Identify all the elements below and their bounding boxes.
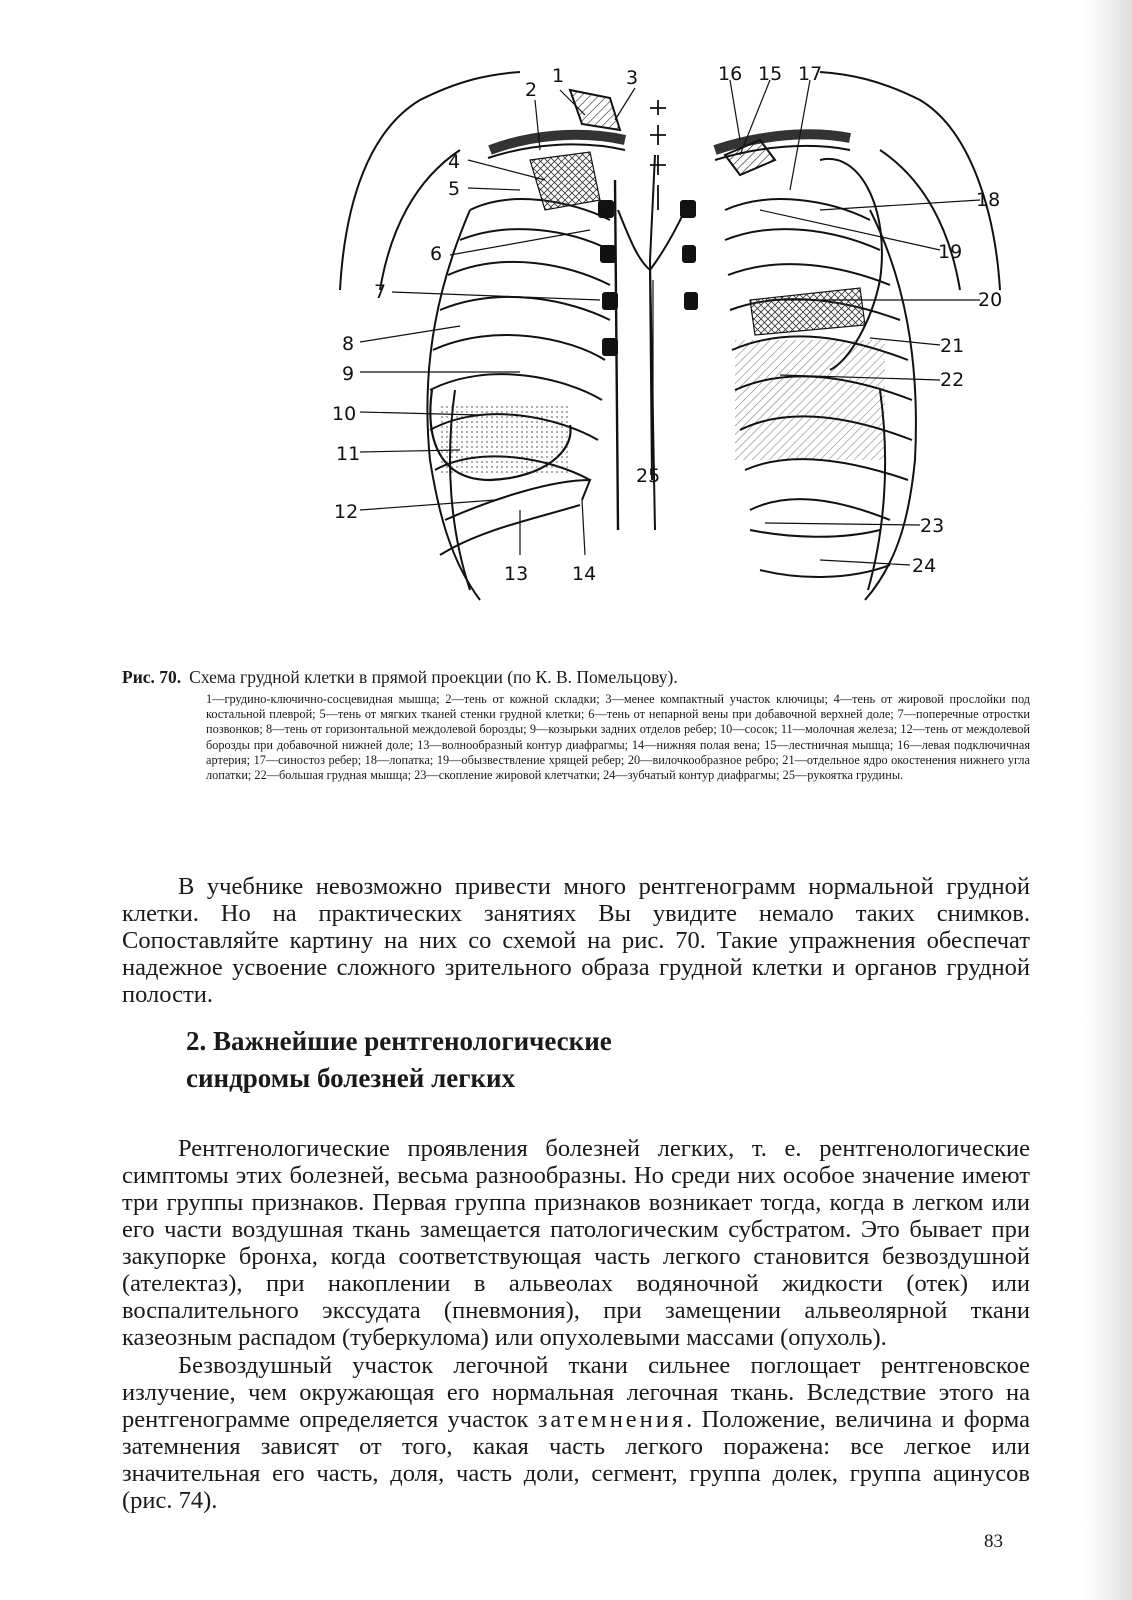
figure-label: 19 xyxy=(938,241,963,263)
figure-label: 20 xyxy=(978,289,1003,311)
figure-label: 11 xyxy=(336,443,361,465)
paragraph-text: . Положение, величина и форма затемнения зависят от того, какая часть легкого поражена: все легкое или значительная его часть, доля, часть доли, сегмент, группа долек, группа ацинусов (рис. 74). xyxy=(122,1406,1030,1514)
paragraph: В учебнике невозможно привести много рентгенограмм нормальной грудной клетки. Но на практических занятиях Вы увидите немало таких снимков. Сопоставляйте картину на них со схемой на рис. 70. Такие упражнения обеспечат надежное усвоение сложного зрительного образа грудной клетки и органов грудной полости. xyxy=(122,873,1030,1008)
page-edge-shadow xyxy=(1084,0,1132,1600)
figure-label: 6 xyxy=(430,243,443,265)
figure-label: 4 xyxy=(448,151,461,173)
figure-label: 2 xyxy=(525,79,538,101)
paragraph: Рентгенологические проявления болезней легких, т. е. рентгенологические симптомы этих болезней, весьма разнообразны. Но среди них особое значение имеют три группы признаков. Первая группа признаков возникает тогда, когда в легком или его части воздушная ткань замещается патологическим субстратом. Это бывает при закупорке бронха, когда соответствующая часть легкого становится безвоздушной (ателектаз), при накоплении в альвеолах водяночной жидкости (отек) или воспалительного экссудата (пневмония), при замещении альвеолярной ткани казеозным распадом (туберкулома) или опухолевыми массами (опухоль). xyxy=(122,1135,1030,1351)
chest-scheme-figure xyxy=(320,60,1020,620)
figure-label: 5 xyxy=(448,178,461,200)
figure-label: 22 xyxy=(940,369,965,391)
section-heading xyxy=(186,1023,886,1097)
caption-title: Схема грудной клетки в прямой проекции (по К. В. Помельцову). xyxy=(189,667,678,687)
figure-caption xyxy=(122,666,1030,783)
figure-label: 9 xyxy=(342,363,355,385)
figure-label: 7 xyxy=(374,281,387,303)
paragraph xyxy=(122,1352,1030,1514)
figure-number: Рис. 70. xyxy=(122,667,182,687)
figure-label: 15 xyxy=(758,63,783,85)
figure-label: 1 xyxy=(552,65,565,87)
section-number: 2. xyxy=(186,1026,207,1056)
figure-label: 17 xyxy=(798,63,823,85)
figure-label: 14 xyxy=(572,563,597,585)
figure-label: 24 xyxy=(912,555,937,577)
section-title-line2: синдромы болезней легких xyxy=(186,1063,516,1093)
figure-label: 13 xyxy=(504,563,529,585)
figure-label: 3 xyxy=(626,67,639,89)
spaced-term: затемнения xyxy=(537,1406,687,1433)
figure-label: 18 xyxy=(976,189,1001,211)
figure-label: 25 xyxy=(636,465,661,487)
figure-label: 21 xyxy=(940,335,965,357)
chest-scheme-drawing xyxy=(320,60,1020,620)
figure-label: 10 xyxy=(332,403,357,425)
paragraph-text: Безвоздушный участок легочной ткани сильнее поглощает рентгеновское излучение, чем окружающая его нормальная легочная ткань. Вследствие этого на рентгенограмме определяется участок xyxy=(122,1352,1030,1433)
caption-legend: 1—грудино-ключично-сосцевидная мышца; 2—тень от кожной складки; 3—менее компактный участок ключицы; 4—тень от жировой прослойки под костальной плеврой; 5—тень от мягких тканей стенки грудной клетки; 6—тень от непарной вены при добавочной верхней доле; 7—поперечные отростки позвонков; 8—тень от горизонтальной междолевой борозды; 9—козырьки задних отделов ребер; 10—сосок; 11—молочная железа; 12—тень от междолевой борозды при добавочной нижней доле; 13—волнообразный контур диафрагмы; 14—нижняя полая вена; 15—лестничная мышца; 16—левая подключичная артерия; 17—синостоз ребер; 18—лопатка; 19—обызвествление хрящей ребер; 20—вилочкообразное ребро; 21—отдельное ядро окостенения нижнего угла лопатки; 22—большая грудная мышца; 23—скопление жировой клетчатки; 24—зубчатый контур диафрагмы; 25—рукоятка грудины. xyxy=(206,692,1030,783)
section-title-line1: Важнейшие рентгенологические xyxy=(213,1026,612,1056)
figure-label: 23 xyxy=(920,515,945,537)
caption-title-line xyxy=(122,666,1030,688)
page-number: 83 xyxy=(984,1531,1003,1552)
figure-label: 12 xyxy=(334,501,359,523)
figure-labels xyxy=(332,63,1002,585)
figure-label: 16 xyxy=(718,63,743,85)
figure-label: 8 xyxy=(342,333,355,355)
